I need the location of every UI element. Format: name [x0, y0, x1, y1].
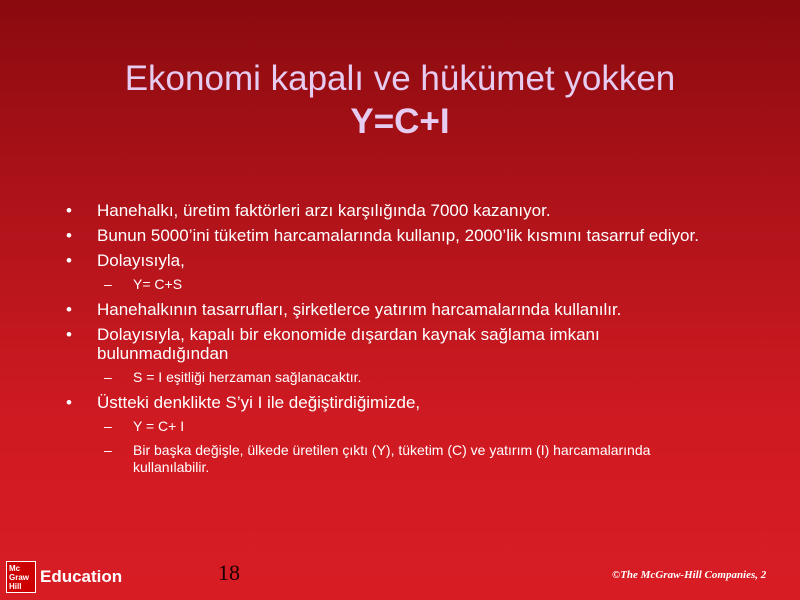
bullet-text: Bunun 5000’ini tüketim harcamalarında kullanıp, 2000’lik kısmını tasarruf ediyor. — [97, 226, 699, 245]
bullet-dot-icon: • — [66, 201, 72, 220]
bullet-list — [66, 201, 706, 483]
bullet-item — [66, 226, 706, 245]
bullet-item — [66, 325, 706, 363]
bullet-text: Hanehalkı, üretim faktörleri arzı karşılığında 7000 kazanıyor. — [97, 201, 551, 220]
bullet-text: S = I eşitliği herzaman sağlanacaktır. — [133, 369, 362, 385]
copyright-notice: ©The McGraw-Hill Companies, 2 — [612, 569, 767, 581]
bullet-item — [66, 300, 706, 319]
title-line-2: Y=C+I — [350, 102, 450, 141]
bullet-text: Y= C+S — [133, 276, 183, 292]
bullet-text: Bir başka değişle, ülkede üretilen çıktı (Y), tüketim (C) ve yatırım (I) harcamalarında kullanılabilir. — [133, 442, 651, 475]
bullet-item — [66, 251, 706, 270]
dash-icon: – — [104, 276, 112, 292]
logo-box-line: Mc — [9, 564, 21, 573]
logo-box-line: Graw — [9, 573, 30, 582]
logo-text: Education — [40, 567, 123, 586]
logo-box-line: Hill — [9, 582, 22, 591]
bullet-dot-icon: • — [66, 300, 72, 319]
sub-bullet-item — [66, 442, 706, 476]
bullet-dot-icon: • — [66, 251, 72, 270]
bullet-text: Üstteki denklikte S’yi I ile değiştirdiğimizde, — [97, 393, 421, 412]
footer — [0, 558, 800, 600]
sub-bullet-item — [66, 418, 706, 435]
bullet-item — [66, 393, 706, 412]
bullet-item — [66, 201, 706, 220]
logo-box — [6, 561, 36, 593]
dash-icon: – — [104, 418, 112, 434]
sub-bullet-item — [66, 369, 706, 386]
page-number: 18 — [218, 560, 240, 585]
bullet-dot-icon: • — [66, 226, 72, 245]
dash-icon: – — [104, 369, 112, 385]
bullet-text: Hanehalkının tasarrufları, şirketlerce yatırım harcamalarında kullanılır. — [97, 300, 622, 319]
bullet-dot-icon: • — [66, 325, 72, 344]
dash-icon: – — [104, 442, 112, 458]
slide-title — [0, 58, 800, 144]
title-line-1: Ekonomi kapalı ve hükümet yokken — [124, 59, 676, 98]
bullet-text: Y = C+ I — [133, 418, 185, 434]
bullet-dot-icon: • — [66, 393, 72, 412]
mcgraw-hill-logo — [6, 561, 122, 593]
bullet-text: Dolayısıyla, — [97, 251, 185, 270]
bullet-text: Dolayısıyla, kapalı bir ekonomide dışardan kaynak sağlama imkanı bulunmadığından — [97, 325, 600, 363]
sub-bullet-item — [66, 276, 706, 293]
